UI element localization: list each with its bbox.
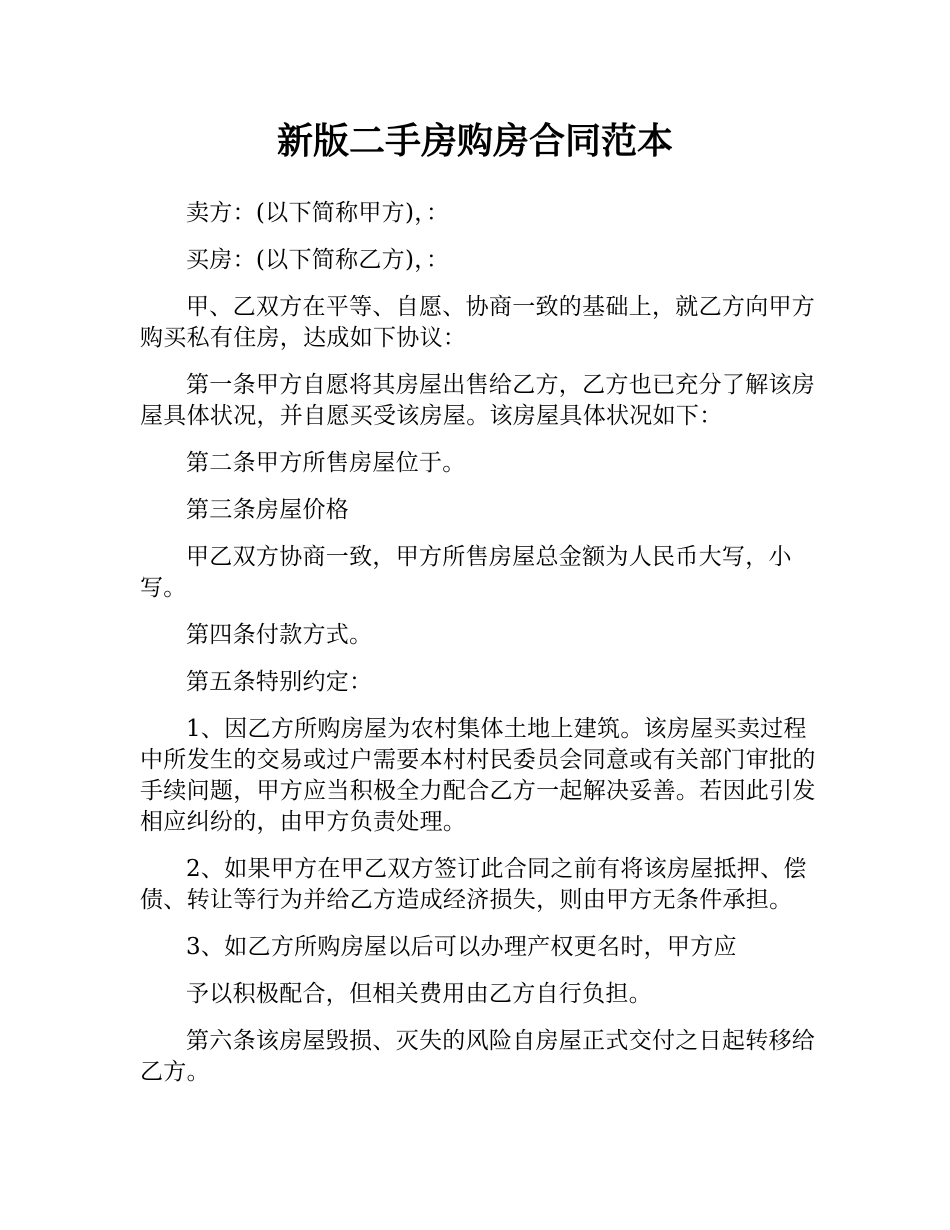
document-body bbox=[140, 198, 830, 1104]
article-6-paragraph: 第六条该房屋毁损、灭失的风险自房屋正式交付之日起转移给乙方。 bbox=[140, 1028, 816, 1085]
clause-3-paragraph: 3、如乙方所购房屋以后可以办理产权更名时，甲方应 bbox=[186, 934, 737, 960]
article-2-paragraph: 第二条甲方所售房屋位于。 bbox=[186, 450, 466, 476]
seller-line: 卖方：(以下简称甲方)，： bbox=[186, 200, 450, 226]
preamble-paragraph: 甲、乙双方在平等、自愿、协商一致的基础上，就乙方向甲方购买私有住房，达成如下协议： bbox=[140, 294, 816, 351]
clause-1-paragraph: 1、因乙方所购房屋为农村集体土地上建筑。该房屋买卖过程中所发生的交易或过户需要本村村民委员会同意或有关部门审批的手续问题，甲方应当积极全力配合乙方一起解决妥善。若因此引发相应纠纷的，由甲方负责处理。 bbox=[140, 716, 816, 835]
article-3-heading: 第三条房屋价格 bbox=[186, 497, 350, 523]
article-1-paragraph: 第一条甲方自愿将其房屋出售给乙方，乙方也已充分了解该房屋具体状况，并自愿买受该房屋。该房屋具体状况如下： bbox=[140, 372, 816, 429]
buyer-line: 买房：(以下简称乙方)，： bbox=[186, 247, 450, 273]
article-4-paragraph: 第四条付款方式。 bbox=[186, 622, 373, 648]
price-paragraph: 甲乙双方协商一致，甲方所售房屋总金额为人民币大写，小写。 bbox=[140, 544, 792, 601]
clause-3-continuation: 予以积极配合，但相关费用由乙方自行负担。 bbox=[186, 981, 652, 1007]
document-title: 新版二手房购房合同范本 bbox=[276, 121, 673, 162]
clause-2-paragraph: 2、如果甲方在甲乙双方签订此合同之前有将该房屋抵押、偿债、转让等行为并给乙方造成经济损失，则由甲方无条件承担。 bbox=[140, 856, 807, 913]
article-5-heading: 第五条特别约定： bbox=[186, 669, 373, 695]
